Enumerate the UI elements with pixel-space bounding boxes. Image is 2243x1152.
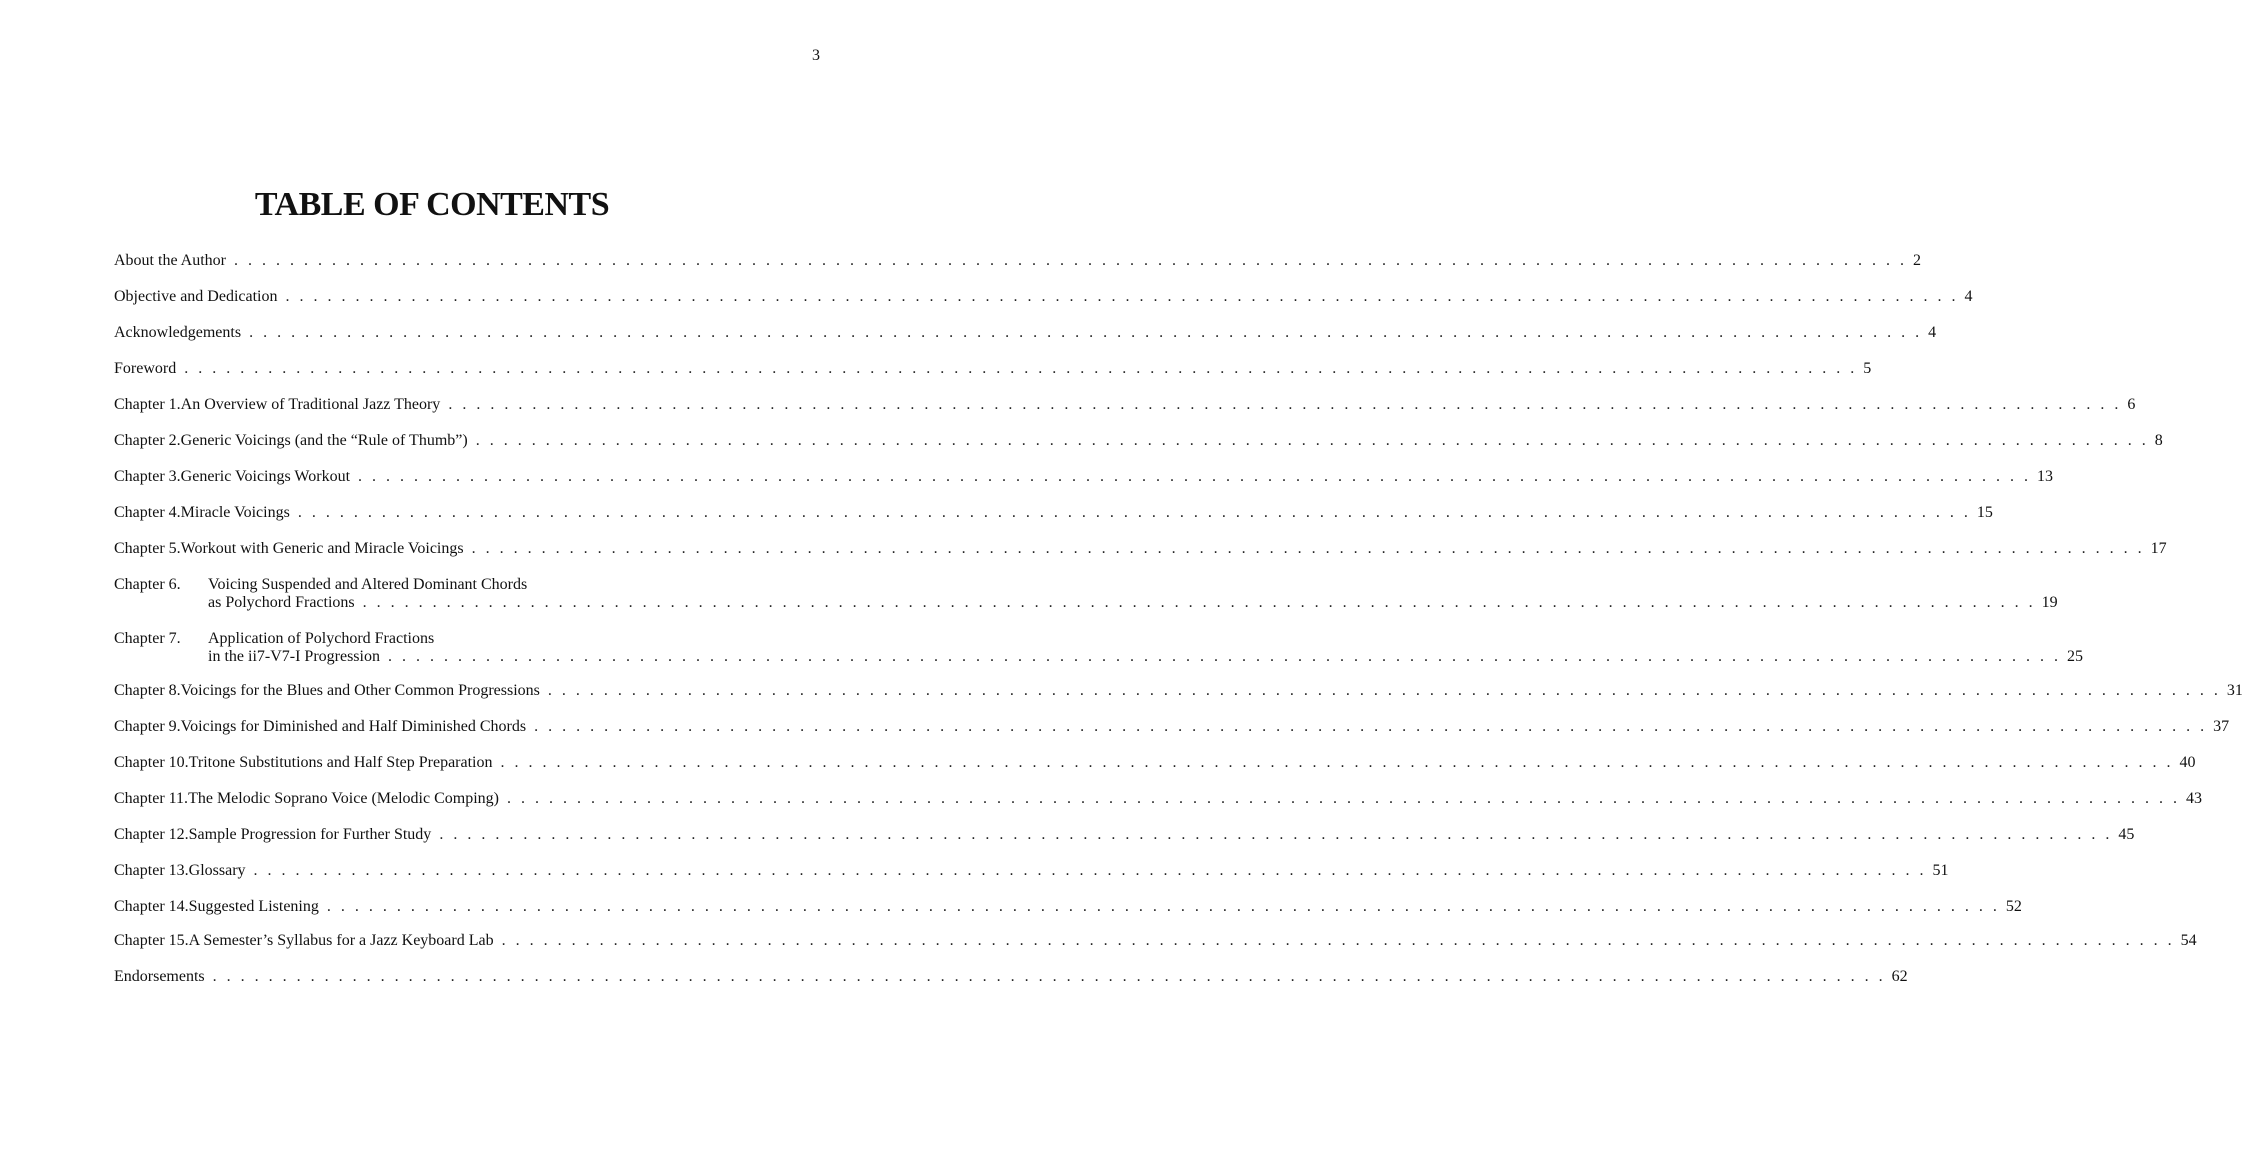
toc-page-number: 8 — [2154, 432, 2163, 449]
dot-leader: . . . . . . . . . . . . . . . . . . . . . . . . . . . . . . . . . . . . . . . . . . . . . . . . . . . . . . . . . . . . . . . . . . . . . . . . . . . . . . . . . . . . . . . . . . . . . . . . . . . . . . . . . . . . . . . . . . . . . . . . — [439, 826, 2113, 843]
toc-entry-title: Endorsements — [114, 968, 205, 985]
toc-entry[interactable] — [114, 682, 2243, 700]
toc-entry-title: Voicing Suspended and Altered Dominant Chords — [208, 576, 528, 593]
toc-entry-title: Generic Voicings Workout — [180, 468, 351, 485]
toc-entry[interactable] — [114, 288, 1973, 306]
toc-entry-title: Foreword — [114, 360, 177, 377]
toc-page-number: 6 — [2127, 396, 2136, 413]
dot-leader: . . . . . . . . . . . . . . . . . . . . . . . . . . . . . . . . . . . . . . . . . . . . . . . . . . . . . . . . . . . . . . . . . . . . . . . . . . . . . . . . . . . . . . . . . . . . . . . . . . . . . . . . . . . . . . . . . . . . . . . . — [297, 504, 1971, 521]
toc-page-number: 15 — [1976, 504, 1993, 521]
toc-entry-title: Sample Progression for Further Study — [188, 826, 432, 843]
toc-chapter-number: Chapter 14. — [114, 898, 189, 915]
toc-entry[interactable] — [114, 826, 2135, 844]
toc-entry-title: Objective and Dedication — [114, 288, 278, 305]
toc-entry-title: A Semester’s Syllabus for a Jazz Keyboard Lab — [188, 932, 494, 949]
toc-entry-title: Tritone Substitutions and Half Step Preparation — [188, 754, 493, 771]
toc-entry[interactable] — [114, 718, 2230, 736]
toc-chapter-number: Chapter 8. — [114, 682, 181, 699]
toc-chapter-number: Chapter 4. — [114, 504, 181, 521]
toc-page-number: 40 — [2179, 754, 2196, 771]
toc-entry[interactable] — [114, 630, 2083, 666]
dot-leader: . . . . . . . . . . . . . . . . . . . . . . . . . . . . . . . . . . . . . . . . . . . . . . . . . . . . . . . . . . . . . . . . . . . . . . . . . . . . . . . . . . . . . . . . . . . . . . . . . . . . . . . . . . . . . . . . . . . . . . . . — [358, 468, 2032, 485]
toc-entry-title: An Overview of Traditional Jazz Theory — [180, 396, 441, 413]
toc-entry[interactable] — [114, 324, 1937, 342]
toc-entry-title: Application of Polychord Fractions — [208, 630, 435, 647]
toc-chapter-number: Chapter 9. — [114, 718, 181, 735]
toc-page-number: 4 — [1928, 324, 1937, 341]
toc-chapter-number: Chapter 6. — [114, 576, 181, 593]
toc-entry-title: Glossary — [188, 862, 246, 879]
dot-leader: . . . . . . . . . . . . . . . . . . . . . . . . . . . . . . . . . . . . . . . . . . . . . . . . . . . . . . . . . . . . . . . . . . . . . . . . . . . . . . . . . . . . . . . . . . . . . . . . . . . . . . . . . . . . . . . . . . . . . . . . — [471, 540, 2145, 557]
toc-entry-title: Suggested Listening — [188, 898, 319, 915]
toc-entry[interactable] — [114, 468, 2054, 486]
dot-leader: . . . . . . . . . . . . . . . . . . . . . . . . . . . . . . . . . . . . . . . . . . . . . . . . . . . . . . . . . . . . . . . . . . . . . . . . . . . . . . . . . . . . . . . . . . . . . . . . . . . . . . . . . . . . . . . . . . . . . . . . — [534, 718, 2208, 735]
toc-page-number: 52 — [2005, 898, 2022, 915]
toc-entry[interactable] — [114, 790, 2202, 808]
toc-chapter-number: Chapter 13. — [114, 862, 189, 879]
toc-entry-title: The Melodic Soprano Voice (Melodic Comping) — [188, 790, 499, 807]
toc-page-number: 43 — [2185, 790, 2202, 807]
dot-leader: . . . . . . . . . . . . . . . . . . . . . . . . . . . . . . . . . . . . . . . . . . . . . . . . . . . . . . . . . . . . . . . . . . . . . . . . . . . . . . . . . . . . . . . . . . . . . . . . . . . . . . . . . . . . . . . . . . . . . . . . — [212, 968, 1886, 985]
dot-leader: . . . . . . . . . . . . . . . . . . . . . . . . . . . . . . . . . . . . . . . . . . . . . . . . . . . . . . . . . . . . . . . . . . . . . . . . . . . . . . . . . . . . . . . . . . . . . . . . . . . . . . . . . . . . . . . . . . . . . . . . — [475, 432, 2149, 449]
toc-entry-title-continued: in the ii7-V7-I Progression — [208, 648, 380, 665]
toc-entry-title: Workout with Generic and Miracle Voicings — [180, 540, 464, 557]
toc-entry[interactable] — [114, 540, 2167, 558]
dot-leader: . . . . . . . . . . . . . . . . . . . . . . . . . . . . . . . . . . . . . . . . . . . . . . . . . . . . . . . . . . . . . . . . . . . . . . . . . . . . . . . . . . . . . . . . . . . . . . . . . . . . . . . . . . . . . . . . . . . . . . . . — [184, 360, 1858, 377]
toc-entry[interactable] — [114, 360, 1872, 378]
toc-entry-title: Voicings for Diminished and Half Diminished Chords — [180, 718, 527, 735]
toc-chapter-number: Chapter 7. — [114, 630, 181, 647]
toc-entry-title-continued: as Polychord Fractions — [208, 594, 355, 611]
toc-entry-title: Acknowledgements — [114, 324, 242, 341]
toc-entry-title: About the Author — [114, 252, 226, 269]
toc-entry-title: Miracle Voicings — [180, 504, 290, 521]
toc-entry[interactable] — [114, 576, 2058, 612]
toc-chapter-number: Chapter 2. — [114, 432, 181, 449]
toc-entry[interactable] — [114, 932, 2197, 950]
toc-entry[interactable] — [114, 968, 1908, 986]
toc-entry[interactable] — [114, 862, 1949, 880]
dot-leader: . . . . . . . . . . . . . . . . . . . . . . . . . . . . . . . . . . . . . . . . . . . . . . . . . . . . . . . . . . . . . . . . . . . . . . . . . . . . . . . . . . . . . . . . . . . . . . . . . . . . . . . . . . . . . . . . . . . . . . . . — [234, 252, 1907, 269]
dot-leader: . . . . . . . . . . . . . . . . . . . . . . . . . . . . . . . . . . . . . . . . . . . . . . . . . . . . . . . . . . . . . . . . . . . . . . . . . . . . . . . . . . . . . . . . . . . . . . . . . . . . . . . . . . . . . . . . . . . . . . . . — [387, 648, 2061, 665]
dot-leader: . . . . . . . . . . . . . . . . . . . . . . . . . . . . . . . . . . . . . . . . . . . . . . . . . . . . . . . . . . . . . . . . . . . . . . . . . . . . . . . . . . . . . . . . . . . . . . . . . . . . . . . . . . . . . . . . . . . . . . . . — [547, 682, 2221, 699]
toc-page-number: 13 — [2037, 468, 2054, 485]
dot-leader: . . . . . . . . . . . . . . . . . . . . . . . . . . . . . . . . . . . . . . . . . . . . . . . . . . . . . . . . . . . . . . . . . . . . . . . . . . . . . . . . . . . . . . . . . . . . . . . . . . . . . . . . . . . . . . . . . . . . . . . . — [249, 324, 1923, 341]
toc-page-number: 37 — [2213, 718, 2230, 735]
toc-entry-title: Voicings for the Blues and Other Common Progressions — [180, 682, 540, 699]
toc-page-number: 17 — [2150, 540, 2167, 557]
toc-page-number: 4 — [1964, 288, 1973, 305]
page-title: TABLE OF CONTENTS — [254, 186, 610, 223]
toc-entry[interactable] — [114, 432, 2163, 450]
toc-page-number: 62 — [1891, 968, 1908, 985]
toc-entry-title: Generic Voicings (and the “Rule of Thumb”) — [180, 432, 468, 449]
toc-entry[interactable] — [114, 754, 2196, 772]
toc-page-number: 2 — [1913, 252, 1921, 269]
dot-leader: . . . . . . . . . . . . . . . . . . . . . . . . . . . . . . . . . . . . . . . . . . . . . . . . . . . . . . . . . . . . . . . . . . . . . . . . . . . . . . . . . . . . . . . . . . . . . . . . . . . . . . . . . . . . . . . . . . . . . . . . — [500, 754, 2174, 771]
toc-entry[interactable] — [114, 252, 1921, 270]
toc-chapter-number: Chapter 10. — [114, 754, 189, 771]
toc-chapter-number: Chapter 3. — [114, 468, 181, 485]
dot-leader: . . . . . . . . . . . . . . . . . . . . . . . . . . . . . . . . . . . . . . . . . . . . . . . . . . . . . . . . . . . . . . . . . . . . . . . . . . . . . . . . . . . . . . . . . . . . . . . . . . . . . . . . . . . . . . . . . . . . . . . . — [362, 594, 2036, 611]
toc-chapter-number: Chapter 1. — [114, 396, 181, 413]
toc-page-number: 45 — [2118, 826, 2135, 843]
toc-chapter-number: Chapter 11. — [114, 790, 189, 807]
toc-chapter-number: Chapter 5. — [114, 540, 181, 557]
toc-entry[interactable] — [114, 396, 2136, 414]
toc-entry[interactable] — [114, 898, 2022, 916]
toc-page-number: 5 — [1863, 360, 1872, 377]
page-number: 3 — [812, 47, 820, 64]
dot-leader: . . . . . . . . . . . . . . . . . . . . . . . . . . . . . . . . . . . . . . . . . . . . . . . . . . . . . . . . . . . . . . . . . . . . . . . . . . . . . . . . . . . . . . . . . . . . . . . . . . . . . . . . . . . . . . . . . . . . . . . . — [506, 790, 2180, 807]
dot-leader: . . . . . . . . . . . . . . . . . . . . . . . . . . . . . . . . . . . . . . . . . . . . . . . . . . . . . . . . . . . . . . . . . . . . . . . . . . . . . . . . . . . . . . . . . . . . . . . . . . . . . . . . . . . . . . . . . . . . . . . . — [501, 932, 2175, 949]
toc-page-number: 51 — [1932, 862, 1949, 879]
toc-page-number: 31 — [2226, 682, 2243, 699]
toc-page-number: 54 — [2180, 932, 2197, 949]
dot-leader: . . . . . . . . . . . . . . . . . . . . . . . . . . . . . . . . . . . . . . . . . . . . . . . . . . . . . . . . . . . . . . . . . . . . . . . . . . . . . . . . . . . . . . . . . . . . . . . . . . . . . . . . . . . . . . . . . . . . . . . . — [285, 288, 1959, 305]
toc-chapter-number: Chapter 15. — [114, 932, 189, 949]
toc-chapter-number: Chapter 12. — [114, 826, 189, 843]
dot-leader: . . . . . . . . . . . . . . . . . . . . . . . . . . . . . . . . . . . . . . . . . . . . . . . . . . . . . . . . . . . . . . . . . . . . . . . . . . . . . . . . . . . . . . . . . . . . . . . . . . . . . . . . . . . . . . . . . . . . . . . . — [253, 862, 1927, 879]
toc-page-number: 25 — [2066, 648, 2083, 665]
dot-leader: . . . . . . . . . . . . . . . . . . . . . . . . . . . . . . . . . . . . . . . . . . . . . . . . . . . . . . . . . . . . . . . . . . . . . . . . . . . . . . . . . . . . . . . . . . . . . . . . . . . . . . . . . . . . . . . . . . . . . . . . — [448, 396, 2122, 413]
toc-page-number: 19 — [2041, 594, 2058, 611]
dot-leader: . . . . . . . . . . . . . . . . . . . . . . . . . . . . . . . . . . . . . . . . . . . . . . . . . . . . . . . . . . . . . . . . . . . . . . . . . . . . . . . . . . . . . . . . . . . . . . . . . . . . . . . . . . . . . . . . . . . . . . . . — [326, 898, 2000, 915]
toc-entry[interactable] — [114, 504, 1993, 522]
